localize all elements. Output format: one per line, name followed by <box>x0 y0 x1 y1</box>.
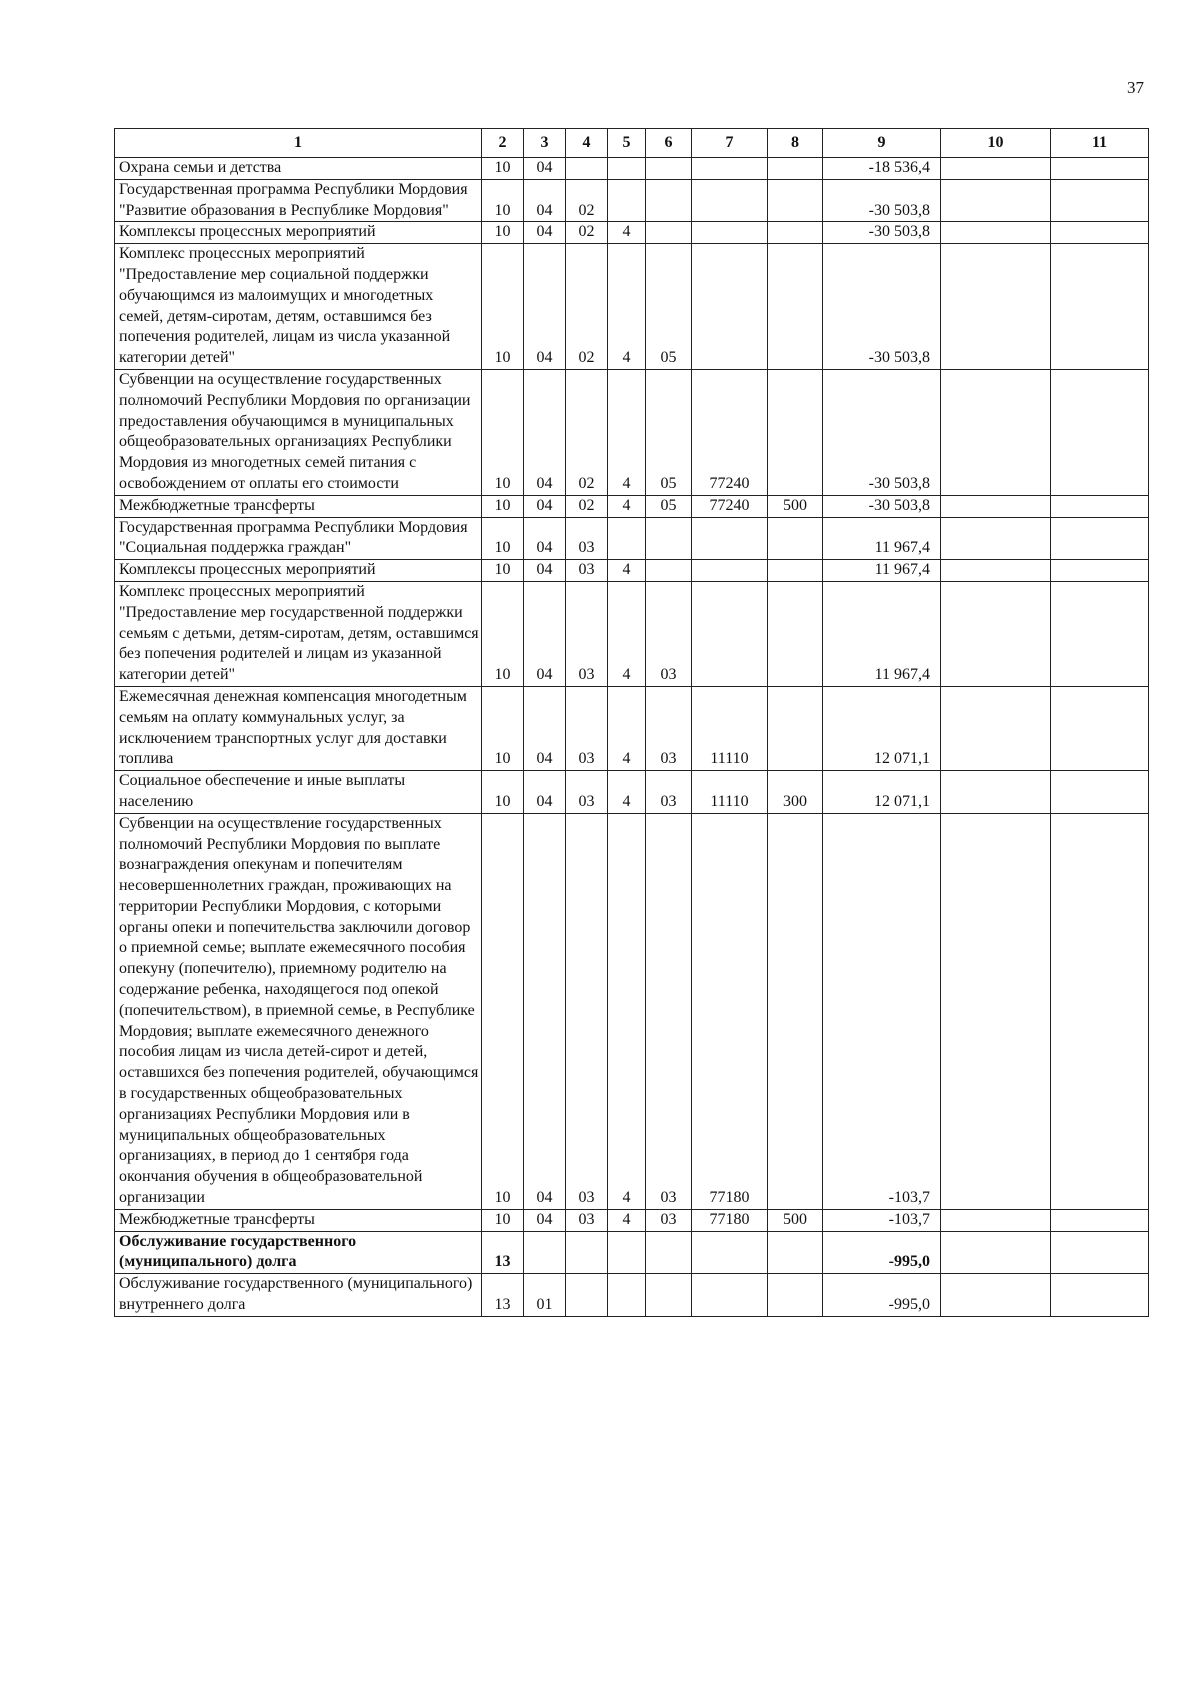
expense-type-cell: 500 <box>768 495 823 517</box>
subprogram-code-cell <box>608 1274 646 1317</box>
direction-code-cell: 77240 <box>692 495 768 517</box>
table-row <box>115 158 1149 180</box>
expense-type-cell <box>768 222 823 244</box>
subprogram-code-cell: 4 <box>608 560 646 582</box>
complex-code-cell <box>646 1274 692 1317</box>
subprogram-code-cell: 4 <box>608 1209 646 1231</box>
section-code-cell: 13 <box>482 1274 524 1317</box>
subsection-code-cell: 04 <box>524 179 566 222</box>
row-name-cell: Обслуживание государственного (муниципального) внутреннего долга <box>115 1274 482 1317</box>
row-name-cell: Охрана семьи и детства <box>115 158 482 180</box>
section-code-cell: 10 <box>482 813 524 1209</box>
program-code-cell <box>566 1231 608 1274</box>
subsection-code-cell: 04 <box>524 581 566 686</box>
column-header: 5 <box>608 129 646 158</box>
section-code-cell: 10 <box>482 244 524 370</box>
row-name-cell: Субвенции на осуществление государственных полномочий Республики Мордовия по выплате вознаграждения опекунам и попечителям несовершеннолетних граждан, проживающих на территории Республики Мордовия, с которыми органы опеки и попечительства заключили договор о приемной семье; выплате ежемесячного пособия опекуну (попечителю), приемному родителю на содержание ребенка, находящегося под опекой (попечительством), в приемной семье, в Республике Мордовия; выплате ежемесячного денежного пособия лицам из числа детей-сирот и детей, оставшихся без попечения родителей, обучающимся в государственных общеобразовательных организациях Республики Мордовия или в муниципальных общеобразовательных организациях, в период до 1 сентября года окончания обучения в общеобразовательной организации <box>115 813 482 1209</box>
column-10-cell <box>941 813 1051 1209</box>
subprogram-code-cell: 4 <box>608 222 646 244</box>
column-11-cell <box>1051 158 1149 180</box>
complex-code-cell <box>646 158 692 180</box>
row-name-cell: Государственная программа Республики Мордовия "Развитие образования в Республике Мордовия" <box>115 179 482 222</box>
table-row <box>115 560 1149 582</box>
subsection-code-cell: 04 <box>524 813 566 1209</box>
direction-code-cell <box>692 1231 768 1274</box>
subsection-code-cell: 04 <box>524 686 566 770</box>
table-row <box>115 222 1149 244</box>
program-code-cell: 03 <box>566 771 608 814</box>
section-code-cell: 10 <box>482 179 524 222</box>
column-header: 10 <box>941 129 1051 158</box>
subsection-code-cell <box>524 1231 566 1274</box>
budget-table <box>114 128 1149 1317</box>
subsection-code-cell: 04 <box>524 495 566 517</box>
direction-code-cell <box>692 158 768 180</box>
column-11-cell <box>1051 1274 1149 1317</box>
section-code-cell: 10 <box>482 495 524 517</box>
amount-cell: -30 503,8 <box>823 244 941 370</box>
column-10-cell <box>941 158 1051 180</box>
complex-code-cell <box>646 179 692 222</box>
direction-code-cell <box>692 517 768 560</box>
column-11-cell <box>1051 1231 1149 1274</box>
subsection-code-cell: 04 <box>524 1209 566 1231</box>
column-10-cell <box>941 581 1051 686</box>
expense-type-cell <box>768 517 823 560</box>
row-name-cell: Комплекс процессных мероприятий "Предоставление мер социальной поддержки обучающимся из малоимущих и многодетных семей, детям-сиротам, детям, оставшимся без попечения родителей, лицам из числа указанной категории детей" <box>115 244 482 370</box>
expense-type-cell <box>768 179 823 222</box>
direction-code-cell: 77240 <box>692 369 768 495</box>
column-10-cell <box>941 1209 1051 1231</box>
program-code-cell <box>566 158 608 180</box>
program-code-cell: 03 <box>566 581 608 686</box>
subprogram-code-cell <box>608 1231 646 1274</box>
complex-code-cell: 03 <box>646 1209 692 1231</box>
column-11-cell <box>1051 560 1149 582</box>
column-11-cell <box>1051 495 1149 517</box>
column-10-cell <box>941 495 1051 517</box>
column-header: 11 <box>1051 129 1149 158</box>
subprogram-code-cell: 4 <box>608 581 646 686</box>
column-10-cell <box>941 1231 1051 1274</box>
complex-code-cell <box>646 517 692 560</box>
section-code-cell: 10 <box>482 686 524 770</box>
section-code-cell: 10 <box>482 771 524 814</box>
page-number: 37 <box>1127 78 1144 97</box>
table-row <box>115 517 1149 560</box>
subsection-code-cell: 04 <box>524 158 566 180</box>
direction-code-cell: 11110 <box>692 686 768 770</box>
expense-type-cell <box>768 369 823 495</box>
row-name-cell: Ежемесячная денежная компенсация многодетным семьям на оплату коммунальных услуг, за исключением транспортных услуг для доставки топлива <box>115 686 482 770</box>
section-code-cell: 10 <box>482 369 524 495</box>
subprogram-code-cell <box>608 179 646 222</box>
section-code-cell: 10 <box>482 222 524 244</box>
subprogram-code-cell: 4 <box>608 686 646 770</box>
subsection-code-cell: 01 <box>524 1274 566 1317</box>
column-header: 4 <box>566 129 608 158</box>
header-row <box>115 129 1149 158</box>
column-10-cell <box>941 771 1051 814</box>
program-code-cell <box>566 1274 608 1317</box>
section-code-cell: 10 <box>482 158 524 180</box>
direction-code-cell <box>692 560 768 582</box>
column-10-cell <box>941 369 1051 495</box>
column-10-cell <box>941 1274 1051 1317</box>
direction-code-cell <box>692 179 768 222</box>
column-10-cell <box>941 222 1051 244</box>
program-code-cell: 02 <box>566 244 608 370</box>
row-name-cell: Комплексы процессных мероприятий <box>115 222 482 244</box>
table-row <box>115 244 1149 370</box>
subprogram-code-cell: 4 <box>608 495 646 517</box>
program-code-cell: 02 <box>566 179 608 222</box>
amount-cell: 11 967,4 <box>823 581 941 686</box>
row-name-cell: Комплексы процессных мероприятий <box>115 560 482 582</box>
column-11-cell <box>1051 813 1149 1209</box>
column-11-cell <box>1051 369 1149 495</box>
table-row <box>115 1209 1149 1231</box>
table-row <box>115 1274 1149 1317</box>
subprogram-code-cell: 4 <box>608 369 646 495</box>
expense-type-cell <box>768 581 823 686</box>
complex-code-cell: 03 <box>646 581 692 686</box>
program-code-cell: 03 <box>566 560 608 582</box>
column-10-cell <box>941 179 1051 222</box>
amount-cell: -995,0 <box>823 1231 941 1274</box>
table-row <box>115 179 1149 222</box>
program-code-cell: 02 <box>566 369 608 495</box>
complex-code-cell: 03 <box>646 813 692 1209</box>
subprogram-code-cell <box>608 158 646 180</box>
amount-cell: -30 503,8 <box>823 179 941 222</box>
column-11-cell <box>1051 517 1149 560</box>
program-code-cell: 03 <box>566 517 608 560</box>
column-header: 6 <box>646 129 692 158</box>
expense-type-cell <box>768 244 823 370</box>
direction-code-cell: 11110 <box>692 771 768 814</box>
table-row <box>115 771 1149 814</box>
expense-type-cell: 300 <box>768 771 823 814</box>
table-row <box>115 813 1149 1209</box>
row-name-cell: Межбюджетные трансферты <box>115 1209 482 1231</box>
subsection-code-cell: 04 <box>524 369 566 495</box>
amount-cell: -995,0 <box>823 1274 941 1317</box>
column-11-cell <box>1051 244 1149 370</box>
column-header: 3 <box>524 129 566 158</box>
subsection-code-cell: 04 <box>524 222 566 244</box>
column-11-cell <box>1051 686 1149 770</box>
table-row <box>115 495 1149 517</box>
expense-type-cell <box>768 560 823 582</box>
column-header: 8 <box>768 129 823 158</box>
program-code-cell: 03 <box>566 1209 608 1231</box>
column-header: 1 <box>115 129 482 158</box>
subsection-code-cell: 04 <box>524 517 566 560</box>
table-row <box>115 686 1149 770</box>
direction-code-cell <box>692 1274 768 1317</box>
subsection-code-cell: 04 <box>524 771 566 814</box>
amount-cell: -103,7 <box>823 1209 941 1231</box>
row-name-cell: Субвенции на осуществление государственных полномочий Республики Мордовия по организации предоставления обучающимся в муниципальных общеобразовательных организациях Республики Мордовия из многодетных семей питания с освобождением от оплаты его стоимости <box>115 369 482 495</box>
table-row <box>115 1231 1149 1274</box>
row-name-cell: Комплекс процессных мероприятий "Предоставление мер государственной поддержки семьям с детьми, детям-сиротам, детям, оставшимся без попечения родителей и лицам из указанной категории детей" <box>115 581 482 686</box>
column-11-cell <box>1051 771 1149 814</box>
expense-type-cell <box>768 686 823 770</box>
program-code-cell: 02 <box>566 222 608 244</box>
amount-cell: -30 503,8 <box>823 369 941 495</box>
expense-type-cell <box>768 813 823 1209</box>
column-10-cell <box>941 686 1051 770</box>
section-code-cell: 10 <box>482 1209 524 1231</box>
direction-code-cell: 77180 <box>692 1209 768 1231</box>
direction-code-cell <box>692 581 768 686</box>
direction-code-cell: 77180 <box>692 813 768 1209</box>
section-code-cell: 10 <box>482 517 524 560</box>
table-body <box>115 158 1149 1317</box>
complex-code-cell: 03 <box>646 686 692 770</box>
complex-code-cell: 05 <box>646 369 692 495</box>
column-11-cell <box>1051 581 1149 686</box>
amount-cell: -103,7 <box>823 813 941 1209</box>
amount-cell: -30 503,8 <box>823 222 941 244</box>
section-code-cell: 10 <box>482 581 524 686</box>
column-10-cell <box>941 244 1051 370</box>
program-code-cell: 03 <box>566 813 608 1209</box>
expense-type-cell <box>768 1274 823 1317</box>
column-header: 7 <box>692 129 768 158</box>
complex-code-cell <box>646 1231 692 1274</box>
amount-cell: -30 503,8 <box>823 495 941 517</box>
column-10-cell <box>941 517 1051 560</box>
complex-code-cell: 05 <box>646 495 692 517</box>
subprogram-code-cell: 4 <box>608 244 646 370</box>
subsection-code-cell: 04 <box>524 560 566 582</box>
subsection-code-cell: 04 <box>524 244 566 370</box>
column-header: 9 <box>823 129 941 158</box>
column-11-cell <box>1051 1209 1149 1231</box>
expense-type-cell <box>768 1231 823 1274</box>
complex-code-cell <box>646 222 692 244</box>
table-row <box>115 581 1149 686</box>
amount-cell: 11 967,4 <box>823 560 941 582</box>
section-code-cell: 10 <box>482 560 524 582</box>
direction-code-cell <box>692 244 768 370</box>
section-code-cell: 13 <box>482 1231 524 1274</box>
column-header: 2 <box>482 129 524 158</box>
complex-code-cell <box>646 560 692 582</box>
table-row <box>115 369 1149 495</box>
amount-cell: 11 967,4 <box>823 517 941 560</box>
column-10-cell <box>941 560 1051 582</box>
amount-cell: -18 536,4 <box>823 158 941 180</box>
complex-code-cell: 03 <box>646 771 692 814</box>
expense-type-cell <box>768 158 823 180</box>
column-11-cell <box>1051 179 1149 222</box>
program-code-cell: 02 <box>566 495 608 517</box>
column-11-cell <box>1051 222 1149 244</box>
row-name-cell: Государственная программа Республики Мордовия "Социальная поддержка граждан" <box>115 517 482 560</box>
row-name-cell: Межбюджетные трансферты <box>115 495 482 517</box>
amount-cell: 12 071,1 <box>823 771 941 814</box>
expense-type-cell: 500 <box>768 1209 823 1231</box>
subprogram-code-cell: 4 <box>608 813 646 1209</box>
direction-code-cell <box>692 222 768 244</box>
subprogram-code-cell: 4 <box>608 771 646 814</box>
program-code-cell: 03 <box>566 686 608 770</box>
row-name-cell: Обслуживание государственного (муниципального) долга <box>115 1231 482 1274</box>
row-name-cell: Социальное обеспечение и иные выплаты населению <box>115 771 482 814</box>
subprogram-code-cell <box>608 517 646 560</box>
complex-code-cell: 05 <box>646 244 692 370</box>
amount-cell: 12 071,1 <box>823 686 941 770</box>
